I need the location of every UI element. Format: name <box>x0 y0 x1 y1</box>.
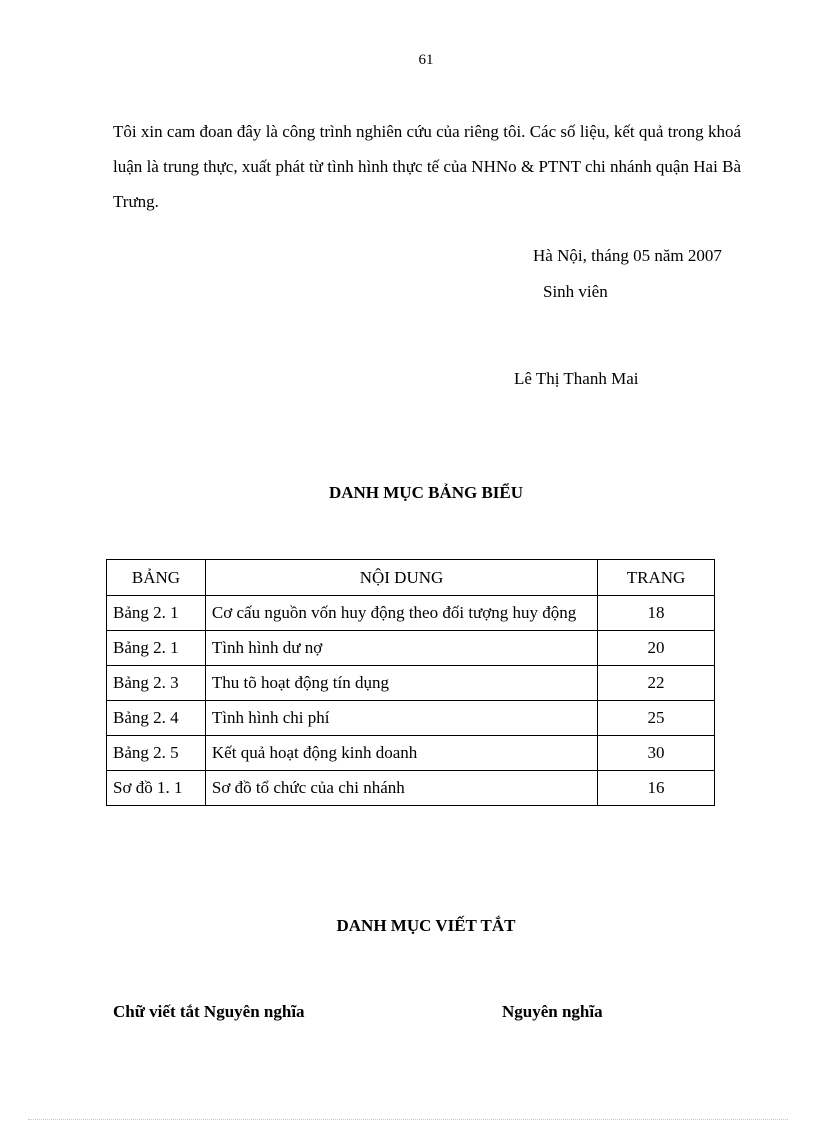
row-page: 18 <box>598 596 715 631</box>
tables-list-table <box>106 559 715 806</box>
row-page: 16 <box>598 771 715 806</box>
declaration-text: Tôi xin cam đoan đây là công trình nghiên cứu của riêng tôi. Các số liệu, kết quả trong khoá luận là trung thực, xuất phát từ tình hình thực tế của NHNo & PTNT chi nhánh quận Hai Bà Trưng. <box>113 122 741 211</box>
row-content: Kết quả hoạt động kinh doanh <box>205 736 597 771</box>
tables-list-title: DANH MỤC BẢNG BIỂU <box>328 483 524 502</box>
table-row <box>107 666 715 701</box>
signature-name: Lê Thị Thanh Mai <box>514 369 639 388</box>
row-code: Bảng 2. 3 <box>107 666 206 701</box>
header-content: NỘI DUNG <box>205 560 597 596</box>
row-page: 25 <box>598 701 715 736</box>
row-page: 30 <box>598 736 715 771</box>
row-content: Thu tõ hoạt động tín dụng <box>205 666 597 701</box>
table-row <box>107 701 715 736</box>
header-page: TRANG <box>598 560 715 596</box>
abbreviations-col1-header: Chữ viết tắt Nguyên nghĩa <box>113 1002 305 1021</box>
page-number: 61 <box>418 52 434 68</box>
declaration-paragraph <box>113 114 741 219</box>
row-code: Bảng 2. 1 <box>107 631 206 666</box>
table-row <box>107 736 715 771</box>
table-row <box>107 631 715 666</box>
row-content: Tình hình chi phí <box>205 701 597 736</box>
row-code: Bảng 2. 4 <box>107 701 206 736</box>
page-bottom-divider <box>28 1119 788 1120</box>
table-row <box>107 596 715 631</box>
table-header-row <box>107 560 715 596</box>
row-content: Sơ đồ tổ chức của chi nhánh <box>205 771 597 806</box>
signature-role: Sinh viên <box>543 282 608 301</box>
abbreviations-title: DANH MỤC VIẾT TẮT <box>336 916 516 935</box>
table-row <box>107 771 715 806</box>
row-content: Tình hình dư nợ <box>205 631 597 666</box>
row-code: Bảng 2. 1 <box>107 596 206 631</box>
row-page: 20 <box>598 631 715 666</box>
row-page: 22 <box>598 666 715 701</box>
signature-place-date: Hà Nội, tháng 05 năm 2007 <box>533 246 722 265</box>
header-code: BẢNG <box>107 560 206 596</box>
abbreviations-col2-header: Nguyên nghĩa <box>502 1002 603 1021</box>
row-code: Sơ đồ 1. 1 <box>107 771 206 806</box>
row-content: Cơ cấu nguồn vốn huy động theo đối tượng huy động <box>205 596 597 631</box>
row-code: Bảng 2. 5 <box>107 736 206 771</box>
